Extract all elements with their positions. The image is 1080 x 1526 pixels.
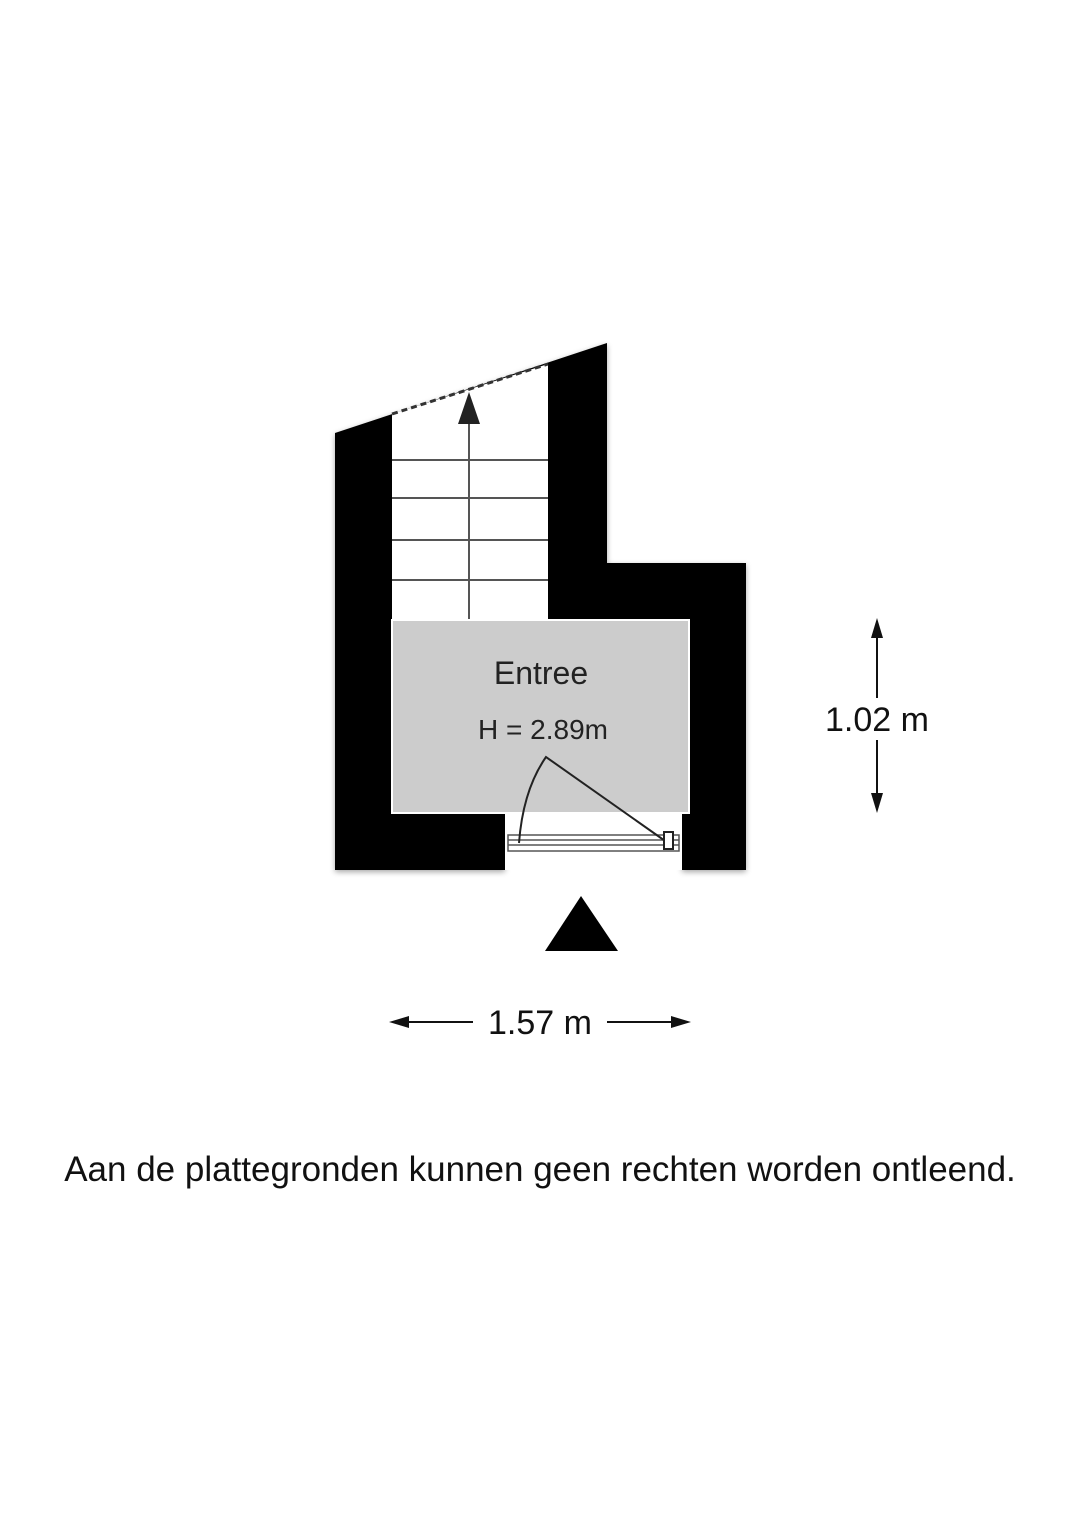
entrance-marker-icon — [545, 896, 618, 951]
disclaimer-text: Aan de plattegronden kunnen geen rechten worden ontleend. — [64, 1150, 1016, 1189]
door-opening — [505, 813, 682, 870]
width-dimension-label: 1.57 m — [488, 1004, 592, 1042]
depth-dimension-label: 1.02 m — [825, 701, 929, 739]
room-name: Entree — [493, 655, 589, 691]
room-height: H = 2.89m — [478, 714, 608, 745]
door-leaf — [664, 832, 673, 849]
